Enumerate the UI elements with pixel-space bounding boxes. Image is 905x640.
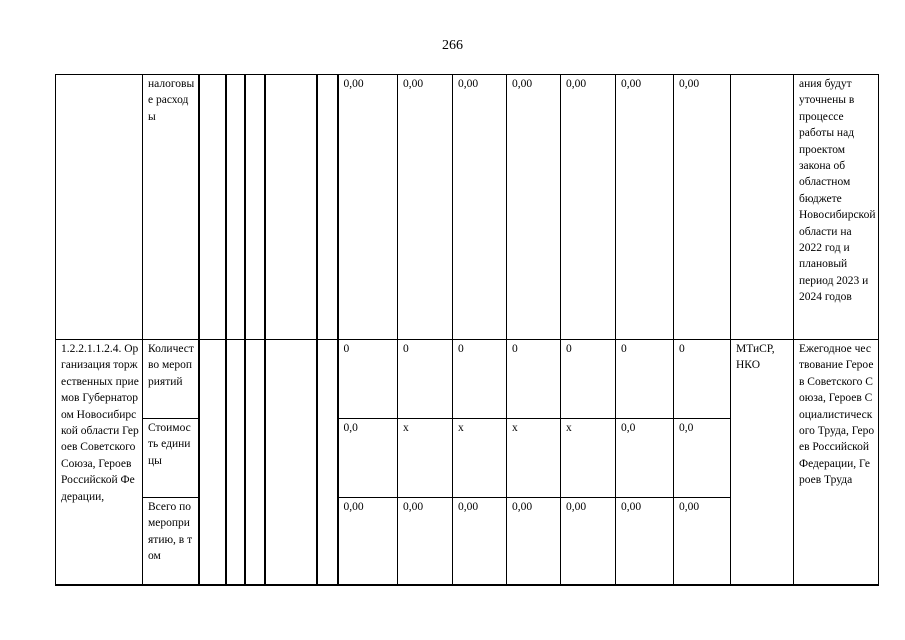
empty-cell: [245, 75, 265, 340]
empty-cell: [199, 75, 226, 340]
empty-cell: [199, 340, 226, 585]
table-row: [56, 75, 879, 340]
value-cell: 0,00: [616, 75, 674, 340]
value-cell: х: [507, 419, 561, 498]
empty-cell: [226, 340, 245, 585]
value-cell: 0,0: [616, 419, 674, 498]
value-cell: 0,00: [674, 498, 731, 585]
empty-cell: [265, 75, 317, 340]
program-table: [55, 74, 879, 586]
value-cell: 0,00: [561, 498, 616, 585]
value-cell: 0,00: [561, 75, 616, 340]
value-cell: 0: [338, 340, 398, 419]
page-number: 266: [442, 38, 463, 53]
note-cell: Ежегодное чествование Героев Советского Союза, Героев Социалистического Труда, Героев Российской Федерации, Героев Труда: [794, 340, 879, 585]
empty-cell: [317, 340, 338, 585]
value-cell: 0: [674, 340, 731, 419]
value-cell: 0: [398, 340, 453, 419]
value-cell: 0,00: [453, 75, 507, 340]
value-cell: 0: [507, 340, 561, 419]
indicator-cell: Всего по мероприятию, в том: [143, 498, 199, 585]
value-cell: 0: [561, 340, 616, 419]
name-cell: [56, 75, 143, 340]
indicator-cell: налоговые расходы: [143, 75, 199, 340]
empty-cell: [265, 340, 317, 585]
empty-cell: [226, 75, 245, 340]
value-cell: 0,00: [398, 75, 453, 340]
indicator-cell: Стоимость единицы: [143, 419, 199, 498]
note-cell: ания будут уточнены в процессе работы над проектом закона об областном бюджете Новосибирской области на 2022 год и плановый период 2023 и 2024 годов: [794, 75, 879, 340]
value-cell: 0,00: [398, 498, 453, 585]
value-cell: х: [561, 419, 616, 498]
executor-cell: МТиСР, НКО: [731, 340, 794, 585]
value-cell: 0,00: [338, 498, 398, 585]
value-cell: 0,00: [616, 498, 674, 585]
name-cell: 1.2.2.1.1.2.4. Организация торжественных приемов Губернатором Новосибирской области Героев Советского Союза, Героев Российской Федерации,: [56, 340, 143, 585]
empty-cell: [317, 75, 338, 340]
value-cell: 0,00: [674, 75, 731, 340]
executor-cell: [731, 75, 794, 340]
value-cell: х: [453, 419, 507, 498]
table-row: [56, 340, 879, 419]
value-cell: 0,0: [338, 419, 398, 498]
value-cell: 0: [453, 340, 507, 419]
value-cell: 0: [616, 340, 674, 419]
value-cell: 0,00: [507, 498, 561, 585]
value-cell: х: [398, 419, 453, 498]
value-cell: 0,00: [338, 75, 398, 340]
indicator-cell: Количество мероприятий: [143, 340, 199, 419]
empty-cell: [245, 340, 265, 585]
value-cell: 0,00: [453, 498, 507, 585]
value-cell: 0,00: [507, 75, 561, 340]
value-cell: 0,0: [674, 419, 731, 498]
